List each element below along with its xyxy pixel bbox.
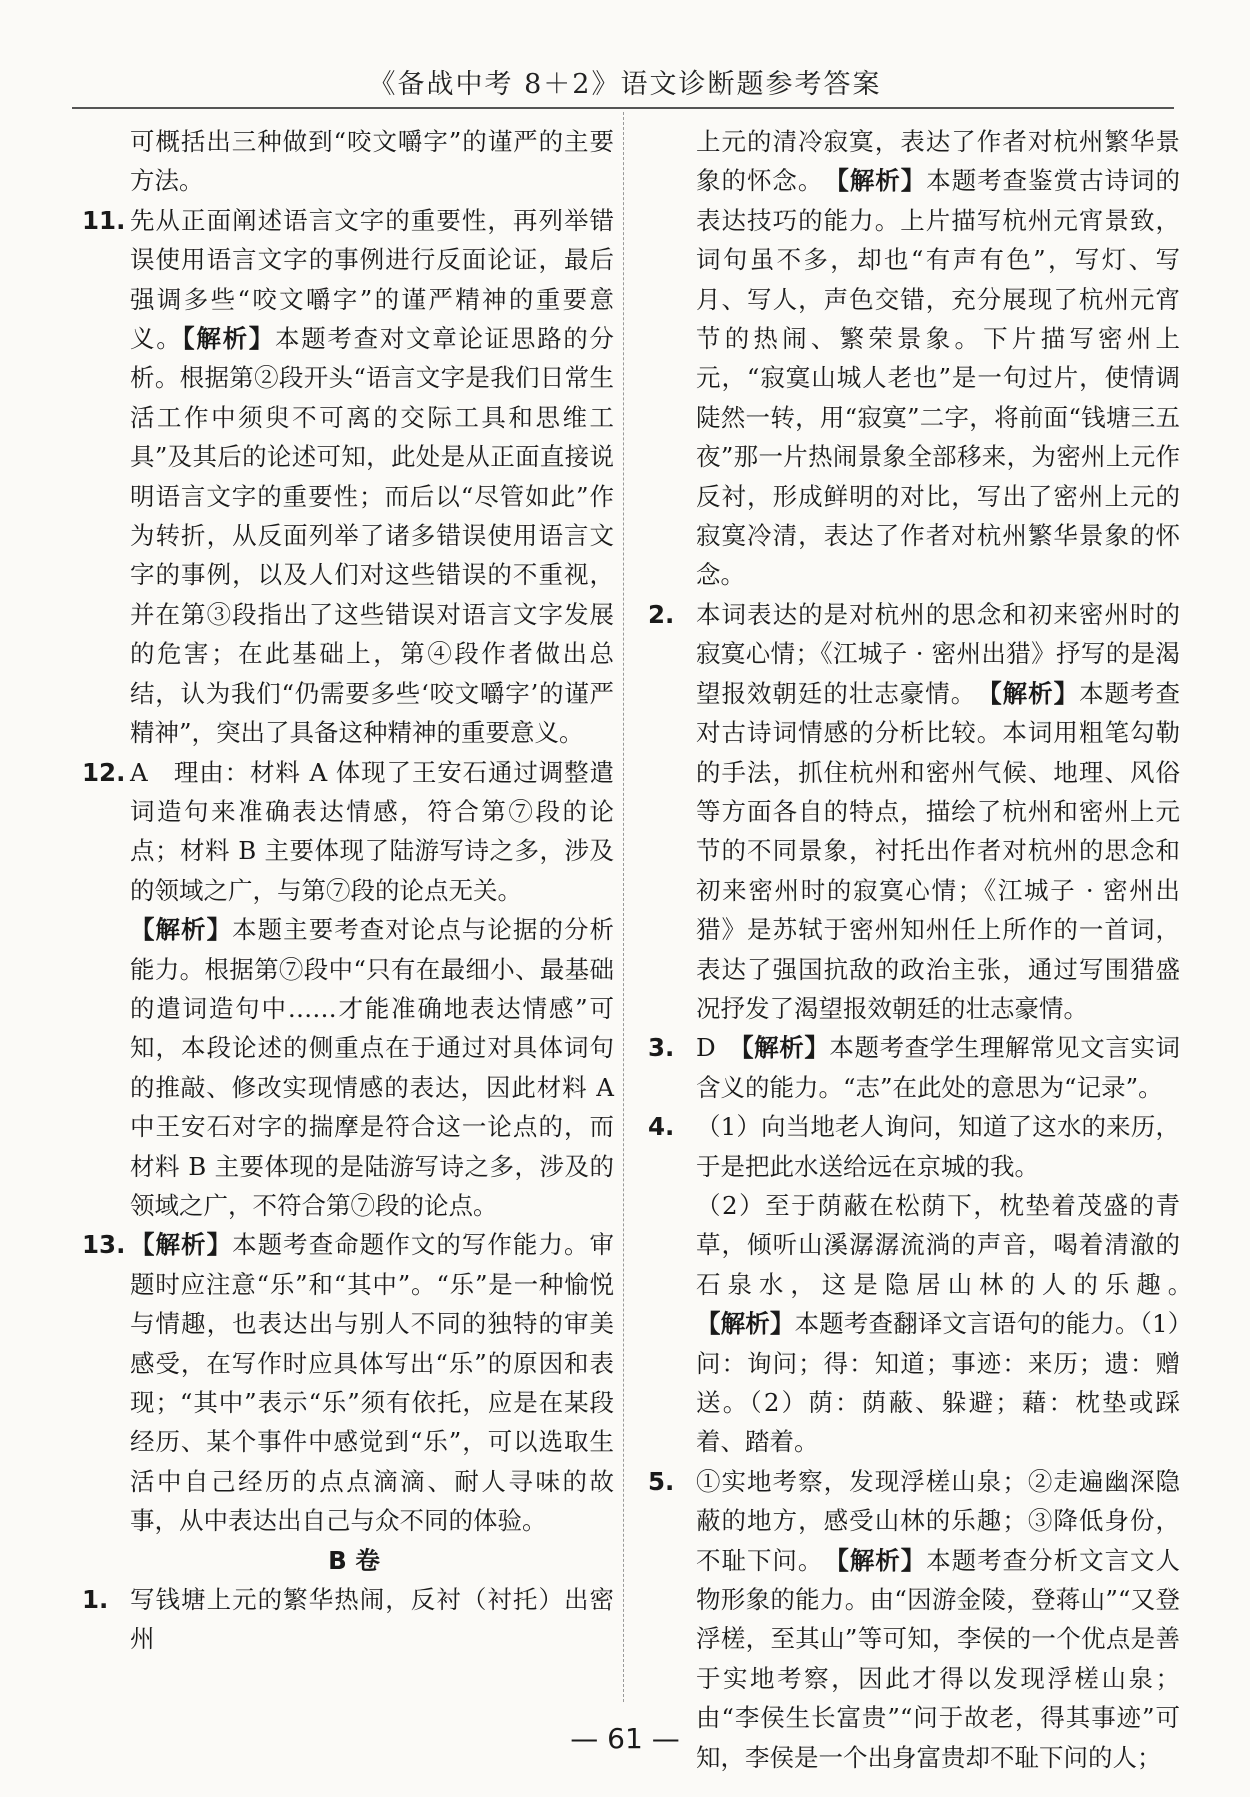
answer-continuation bbox=[660, 1186, 1205, 1462]
analysis-text: 本题考查学生理解常见文言实词含义的能力。“志”在此处的意思为“记录”。 bbox=[696, 1033, 1180, 1102]
analysis-text: 本题考查翻译文言语句的能力。（1）问：询问；得：知道；事迹：来历；遗：赠送。（2）荫：荫蔽、躲避；藉：枕垫或踩着、踏着。 bbox=[696, 1309, 1181, 1457]
analysis-tag: 【解析】 bbox=[130, 1230, 233, 1260]
answer-text: ①实地考察，发现浮槎山泉；②走遍幽深隐蔽的地方，感受山林的乐趣；③降低身份，不耻下问。 bbox=[696, 1466, 1180, 1575]
analysis-text: 本题考查对古诗词情感的分析比较。本词用粗笔勾勒的手法，抓住杭州和密州气候、地理、风俗等方面各自的特点，描绘了杭州和密州上元节的不同景象，衬托出作者对杭州的思念和初来密州时的寂寞心情；《江城子 · 密州出猎》是苏轼于密州知州任上所作的一首词，表达了强国抗敌的政治主张，通过写围猎盛况抒发了渴望报效朝廷的壮志豪情。 bbox=[696, 678, 1181, 1023]
item-number: 11. bbox=[82, 205, 126, 235]
header-rule bbox=[72, 107, 1174, 109]
answer-continuation bbox=[94, 122, 614, 201]
section-title bbox=[94, 1541, 614, 1580]
analysis-tag: 【解析】 bbox=[182, 324, 276, 354]
item-number: 12. bbox=[82, 757, 126, 787]
analysis-tag: 【解析】 bbox=[130, 915, 233, 945]
item-number: 1. bbox=[82, 1585, 109, 1615]
answer-text: 先从正面阐述语言文字的重要性，再列举错误使用语言文字的事例进行反面论证，最后强调多些“咬文嚼字”的谨严精神的重要意义。 bbox=[130, 205, 614, 354]
analysis-text: 本题考查对文章论证思路的分析。根据第②段开头“语言文字是我们日常生活工作中须臾不可离的交际工具和思维工具”及其后的论述可知，此处是从正面直接说明语言文字的重要性；而后以“尽管如此”作为转折，从反面列举了诸多错误使用语言文字的事例，以及人们对这些错误的不重视，并在第③段指出了这些错误对语言文字发展的危害；在此基础上，第④段作者做出总结，认为我们“仍需要多些‘咬文嚼字’的谨严精神”，突出了具备这种精神的重要意义。 bbox=[130, 324, 615, 748]
left-column bbox=[82, 122, 615, 1659]
analysis-tag: 【解析】 bbox=[741, 1033, 830, 1063]
answer-text: 写钱塘上元的繁华热闹，反衬（衬托）出密州 bbox=[130, 1585, 614, 1654]
answer-continuation bbox=[94, 910, 614, 1225]
item-number: 2. bbox=[648, 599, 675, 629]
item-number: 5. bbox=[648, 1466, 675, 1496]
answer-item bbox=[82, 1225, 615, 1540]
answer-continuation bbox=[660, 122, 1180, 595]
analysis-tag: 【解析】 bbox=[836, 166, 927, 196]
answer-text: （1）向当地老人询问，知道了这水的来历，于是把此水送给远在京城的我。 bbox=[696, 1112, 1180, 1181]
column-divider bbox=[623, 112, 624, 1702]
answer-item bbox=[82, 753, 614, 911]
answer-text: A 理由：材料 A 体现了王安石通过调整遣词造句来准确表达情感，符合第⑦段的论点；材料 B 主要体现了陆游写诗之多，涉及的领域之广，与第⑦段的论点无关。 bbox=[130, 757, 614, 905]
answer-item bbox=[82, 201, 615, 753]
answer-text: 上元的清冷寂寞，表达了作者对杭州繁华景象的怀念。 bbox=[696, 127, 1180, 196]
item-number: 13. bbox=[82, 1230, 126, 1260]
analysis-text: 本题考查命题作文的写作能力。审题时应注意“乐”和“其中”。“乐”是一种愉悦与情趣，也表达出与别人不同的独特的审美感受，在写作时应具体写出“乐”的原因和表现；“其中”表示“乐”须有依托，应是在某段经历、某个事件中感觉到“乐”，可以选取生活中自己经历的点点滴滴、耐人寻味的故事，从中表达出自己与众不同的体验。 bbox=[130, 1230, 615, 1536]
analysis-text: 本题主要考查对论点与论据的分析能力。根据第⑦段中“只有在最细小、最基础的遣词造句中……才能准确地表达情感”可知，本段论述的侧重点在于通过对具体词句的推敲、修改实现情感的表达，因此材料 A 中王安石对字的揣摩是符合这一论点的，而材料 B 主要体现的是陆游写诗之多，涉及的领域之广，不符合第⑦段的论点。 bbox=[130, 915, 615, 1220]
analysis-text: 本题考查鉴赏古诗词的表达技巧的能力。上片描写杭州元宵景致，词句虽不多，却也“有声有色”，写灯、写月、写人，声色交错，充分展现了杭州元宵节的热闹、繁荣景象。下片描写密州上元，“寂寞山城人老也”是一句过片，使情调陡然一转，用“寂寞”二字，将前面“钱塘三五夜”那一片热闹景象全部移来，为密州上元作反衬，形成鲜明的对比，写出了密州上元的寂寞冷清，表达了作者对杭州繁华景象的怀念。 bbox=[696, 166, 1181, 590]
answer-item bbox=[648, 1107, 1180, 1186]
page-header: 《备战中考 8＋2》语文诊断题参考答案 bbox=[368, 69, 882, 100]
section-title-text: B 卷 bbox=[328, 1545, 380, 1575]
answer-item bbox=[648, 595, 1181, 1028]
answer-item bbox=[648, 1028, 1180, 1107]
analysis-text: 本题考查分析文言文人物形象的能力。由“因游金陵，登蒋山”“又登浮槎，至其山”等可知，李侯的一个优点是善于实地考察，因此才得以发现浮槎山泉；由“李侯生长富贵”“问于故老，得其事迹”可知，李侯是一个出身富贵却不耻下问的人； bbox=[696, 1545, 1181, 1772]
answer-item bbox=[82, 1580, 614, 1659]
answer-text: D bbox=[696, 1033, 742, 1063]
analysis-tag: 【解析】 bbox=[836, 1545, 927, 1575]
answer-text: （2）至于荫蔽在松荫下，枕垫着茂盛的青草，倾听山溪潺潺流淌的声音，喝着清澈的石泉水，这是隐居山林的人的乐趣。 bbox=[696, 1190, 1205, 1299]
analysis-tag: 【解析】 bbox=[696, 1309, 795, 1339]
page-number: — 61 — bbox=[570, 1722, 680, 1755]
answer-text: 可概括出三种做到“咬文嚼字”的谨严的主要方法。 bbox=[130, 127, 614, 196]
item-number: 3. bbox=[648, 1033, 675, 1063]
answer-text: 本词表达的是对杭州的思念和初来密州时的寂寞心情；《江城子 · 密州出猎》抒写的是渴望报效朝廷的壮志豪情。 bbox=[696, 599, 1180, 708]
item-number: 4. bbox=[648, 1112, 675, 1142]
analysis-tag: 【解析】 bbox=[989, 678, 1080, 708]
right-column bbox=[648, 122, 1205, 1777]
